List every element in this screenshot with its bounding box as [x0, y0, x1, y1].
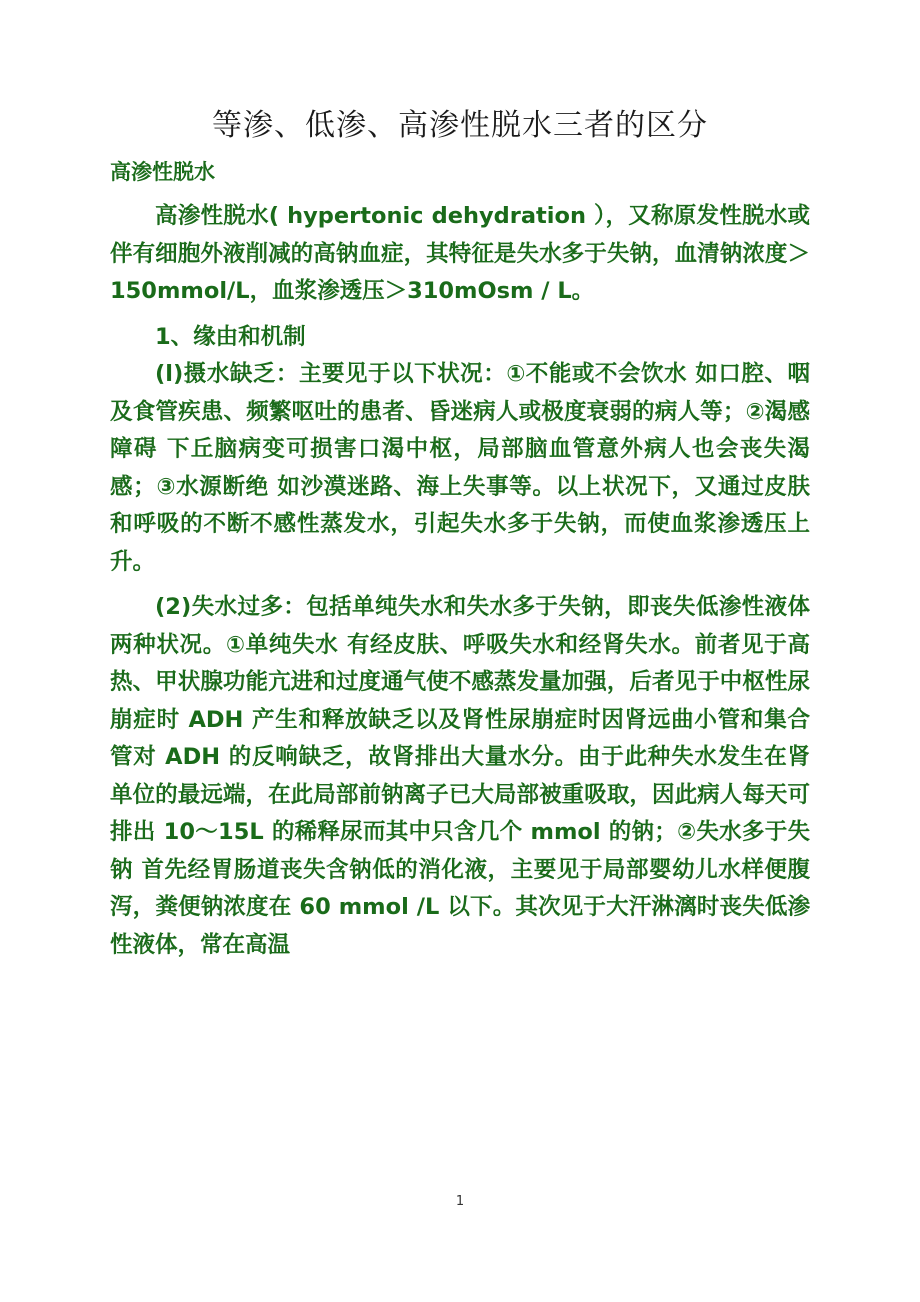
paragraph-excess-loss: (2)失水过多：包括单纯失水和失水多于失钠，即丧失低渗性液体两种状况。①单纯失水 有经皮肤、呼吸失水和经肾失水。前者见于高热、甲状腺功能亢进和过度通气使不感蒸发量加强，后者见于中枢性尿崩症时 ADH 产生和释放缺乏以及肾性尿崩症时因肾远曲小管和集合管对 ADH 的反响缺乏，故肾排出大量水分。由于此种失水发生在肾单位的最远端，在此局部前钠离子已大局部被重吸取，因此病人每天可排出 10～15L 的稀释尿而其中只含几个 mmol 的钠；②失水多于失钠 首先经胃肠道丧失含钠低的消化液，主要见于局部婴幼儿水样便腹泻，粪便钠浓度在 60 mmol /L 以下。其次见于大汗淋漓时丧失低渗性液体，常在高温 — [110, 594, 810, 958]
document-body — [110, 198, 810, 964]
paragraph-subheading: 1、缘由和机制 — [155, 323, 306, 350]
page-number: 1 — [455, 1194, 465, 1209]
document-title: 等渗、低渗、高渗性脱水三者的区分 — [212, 108, 708, 143]
paragraph-intake-deficit: (l)摄水缺乏：主要见于以下状况：①不能或不会饮水 如口腔、咽及食管疾患、频繁呕吐的患者、昏迷病人或极度衰弱的病人等；②渴感障碍 下丘脑病变可损害口渴中枢，局部脑血管意外病人也会丧失渴感；③水源断绝 如沙漠迷路、海上失事等。以上状况下，又通过皮肤和呼吸的不断不感性蒸发水，引起失水多于失钠，而使血浆渗透压上升。 — [110, 361, 810, 575]
paragraph-definition: 高渗性脱水( hypertonic dehydration ），又称原发性脱水或伴有细胞外液削减的高钠血症，其特征是失水多于失钠，血清钠浓度＞150mmol/L，血浆渗透压＞310mOsm / L。 — [110, 203, 810, 304]
section-heading: 高渗性脱水 — [110, 160, 215, 184]
